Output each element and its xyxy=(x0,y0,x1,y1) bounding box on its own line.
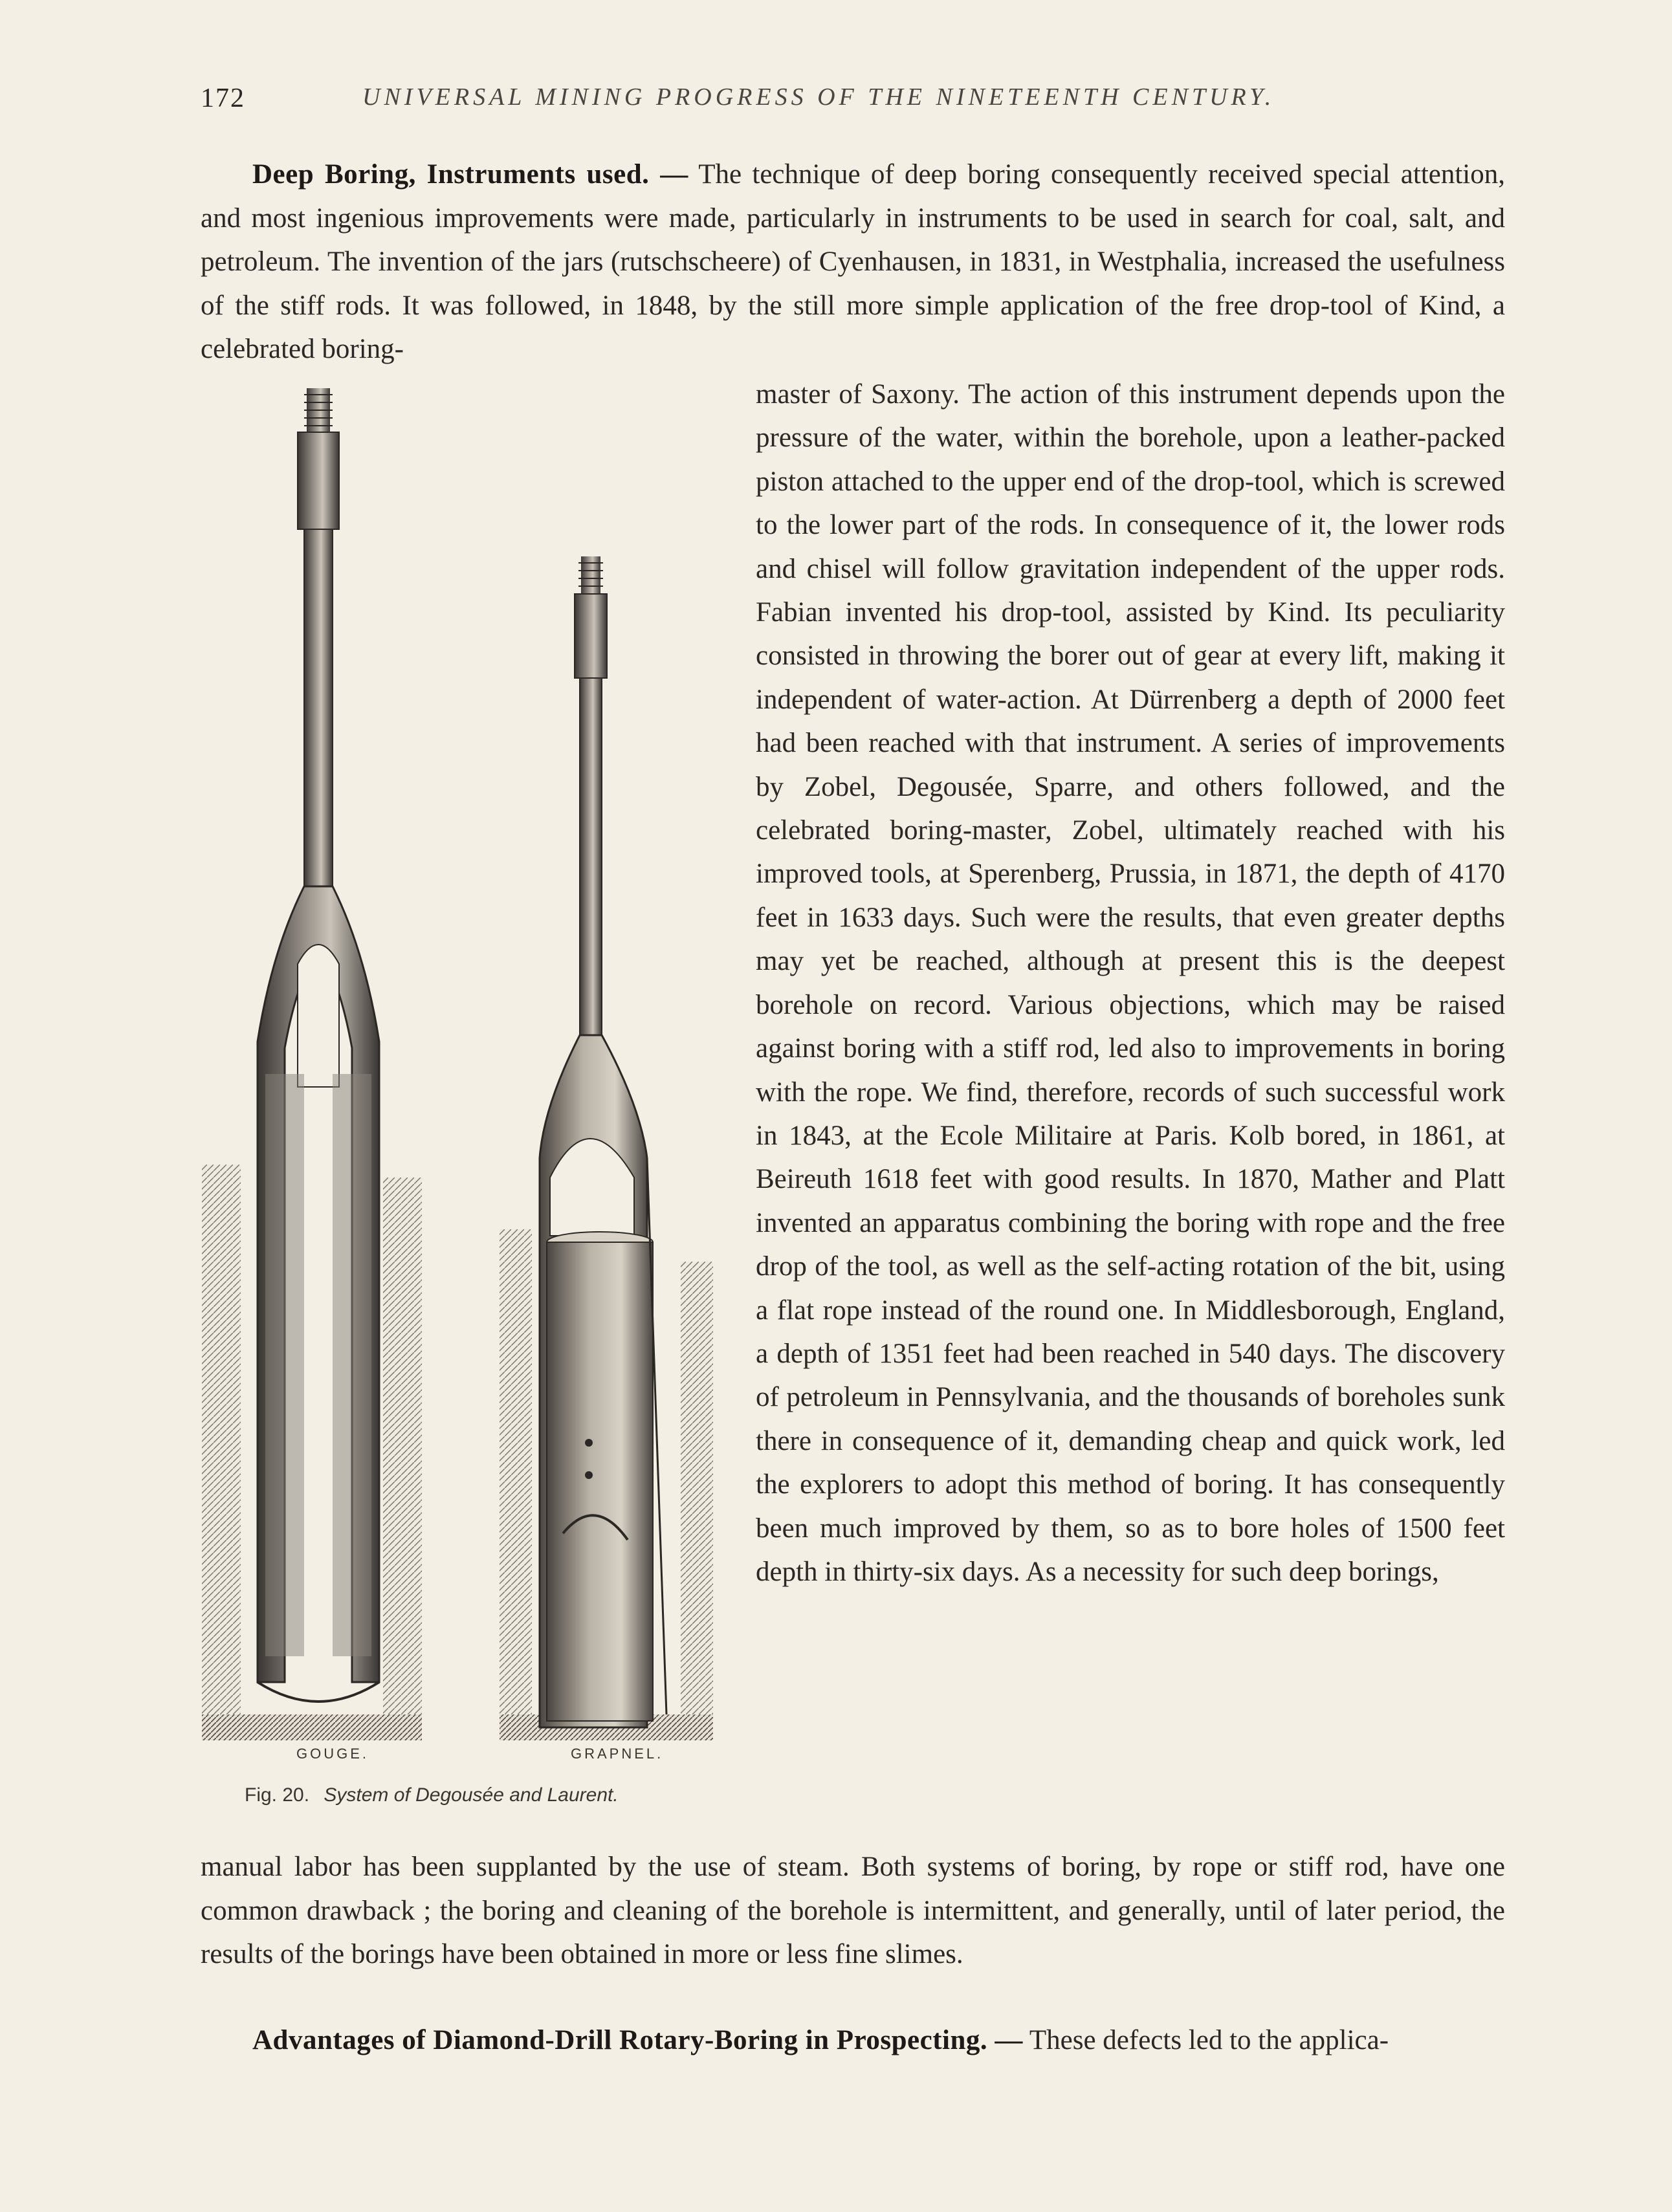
figure-number: Fig. 20. xyxy=(245,1784,310,1806)
figure-caption xyxy=(245,1784,736,1806)
figure-20 xyxy=(201,382,731,1828)
gouge-borehole xyxy=(202,1165,422,1740)
grapnel-tool xyxy=(540,556,666,1727)
section-heading-deep-boring: Deep Boring, Instruments used. — xyxy=(252,159,688,190)
figure-title: System of Degousée and Laurent. xyxy=(324,1784,619,1806)
column-text-beside-figure: master of Saxony. The action of this instrument depends upon the pressure of the water, within the borehole, upon a leather-packed piston attached to the upper end of the drop-tool, which is screwed to the lower part of the rods. In consequence of it, the lower rods and chisel will follow gravitation independent of the upper rods. Fabian invented his drop-tool, assisted by Kind. Its peculiarity consisted in throwing the borer out of gear at every lift, making it independent of water-action. At Dürrenberg a depth of 2000 feet had been reached with that instrument. A series of improvements by Zobel, Degousée, Sparre, and others followed, and the celebrated boring-master, Zobel, ultimately reached with his improved tools, at Sperenberg, Prussia, in 1871, the depth of 4170 feet in 1633 days. Such were the results, that even greater depths may yet be reached, although at present this is the deepest borehole on record. Various objections, which may be raised against boring with a stiff rod, led also to improvements in boring with the rope. We find, therefore, records of such successful work in 1843, at the Ecole Militaire at Paris. Kolb bored, in 1861, at Beireuth 1618 feet with good results. In 1870, Mather and Platt invented an apparatus combining the boring with rope and the free drop of the tool, as well as the self-acting rotation of the bit, using a flat rope instead of the round one. In Middlesborough, England, a depth of 1351 feet had been reached in 540 days. The discovery of petroleum in Pennsylvania, and the thousands of boreholes sunk there in consequence of it, demanding cheap and quick work, led the explorers to adopt this method of boring. It has consequently been much improved by them, so as to bore holes of 1500 feet depth in thirty-six days. As a necessity for such deep borings, xyxy=(756,379,1505,1587)
paragraph-drawback: manual labor has been supplanted by the use of steam. Both systems of boring, by rope or stiff rod, have one common drawback ; the boring and cleaning of the borehole is intermittent, and generally, until of later period, the results of the borings have been obtained in more or less fine slimes. xyxy=(201,1852,1505,1969)
running-title: UNIVERSAL MINING PROGRESS OF THE NINETEENTH CENTURY. xyxy=(362,83,1275,111)
page-number: 172 xyxy=(201,83,245,113)
paragraph-diamond-drill-text: These defects led to the applica- xyxy=(1029,2025,1389,2055)
boring-tools-illustration xyxy=(201,382,731,1740)
gouge-label: GOUGE. xyxy=(296,1746,369,1762)
grapnel-label: GRAPNEL. xyxy=(571,1746,664,1762)
gouge-tool xyxy=(258,388,379,1702)
paragraph-diamond-drill xyxy=(201,2019,1505,2070)
section-heading-diamond-drill: Advantages of Diamond-Drill Rotary-Boring in Prospecting. — xyxy=(252,2025,1023,2055)
paragraph-deep-boring xyxy=(201,153,1505,373)
running-header xyxy=(201,83,1365,122)
paragraph-deep-boring-text: The technique of deep boring consequently received special attention, and most ingenious improvements were made, particularly in instruments to be used in search for coal, salt, and petroleum. The invention of the jars (rutschscheere) of Cyenhausen, in 1831, in Westphalia, increased the usefulness of the stiff rods. It was followed, in 1848, by the still more simple application of the free drop-tool of Kind, a celebrated boring- xyxy=(201,159,1505,364)
